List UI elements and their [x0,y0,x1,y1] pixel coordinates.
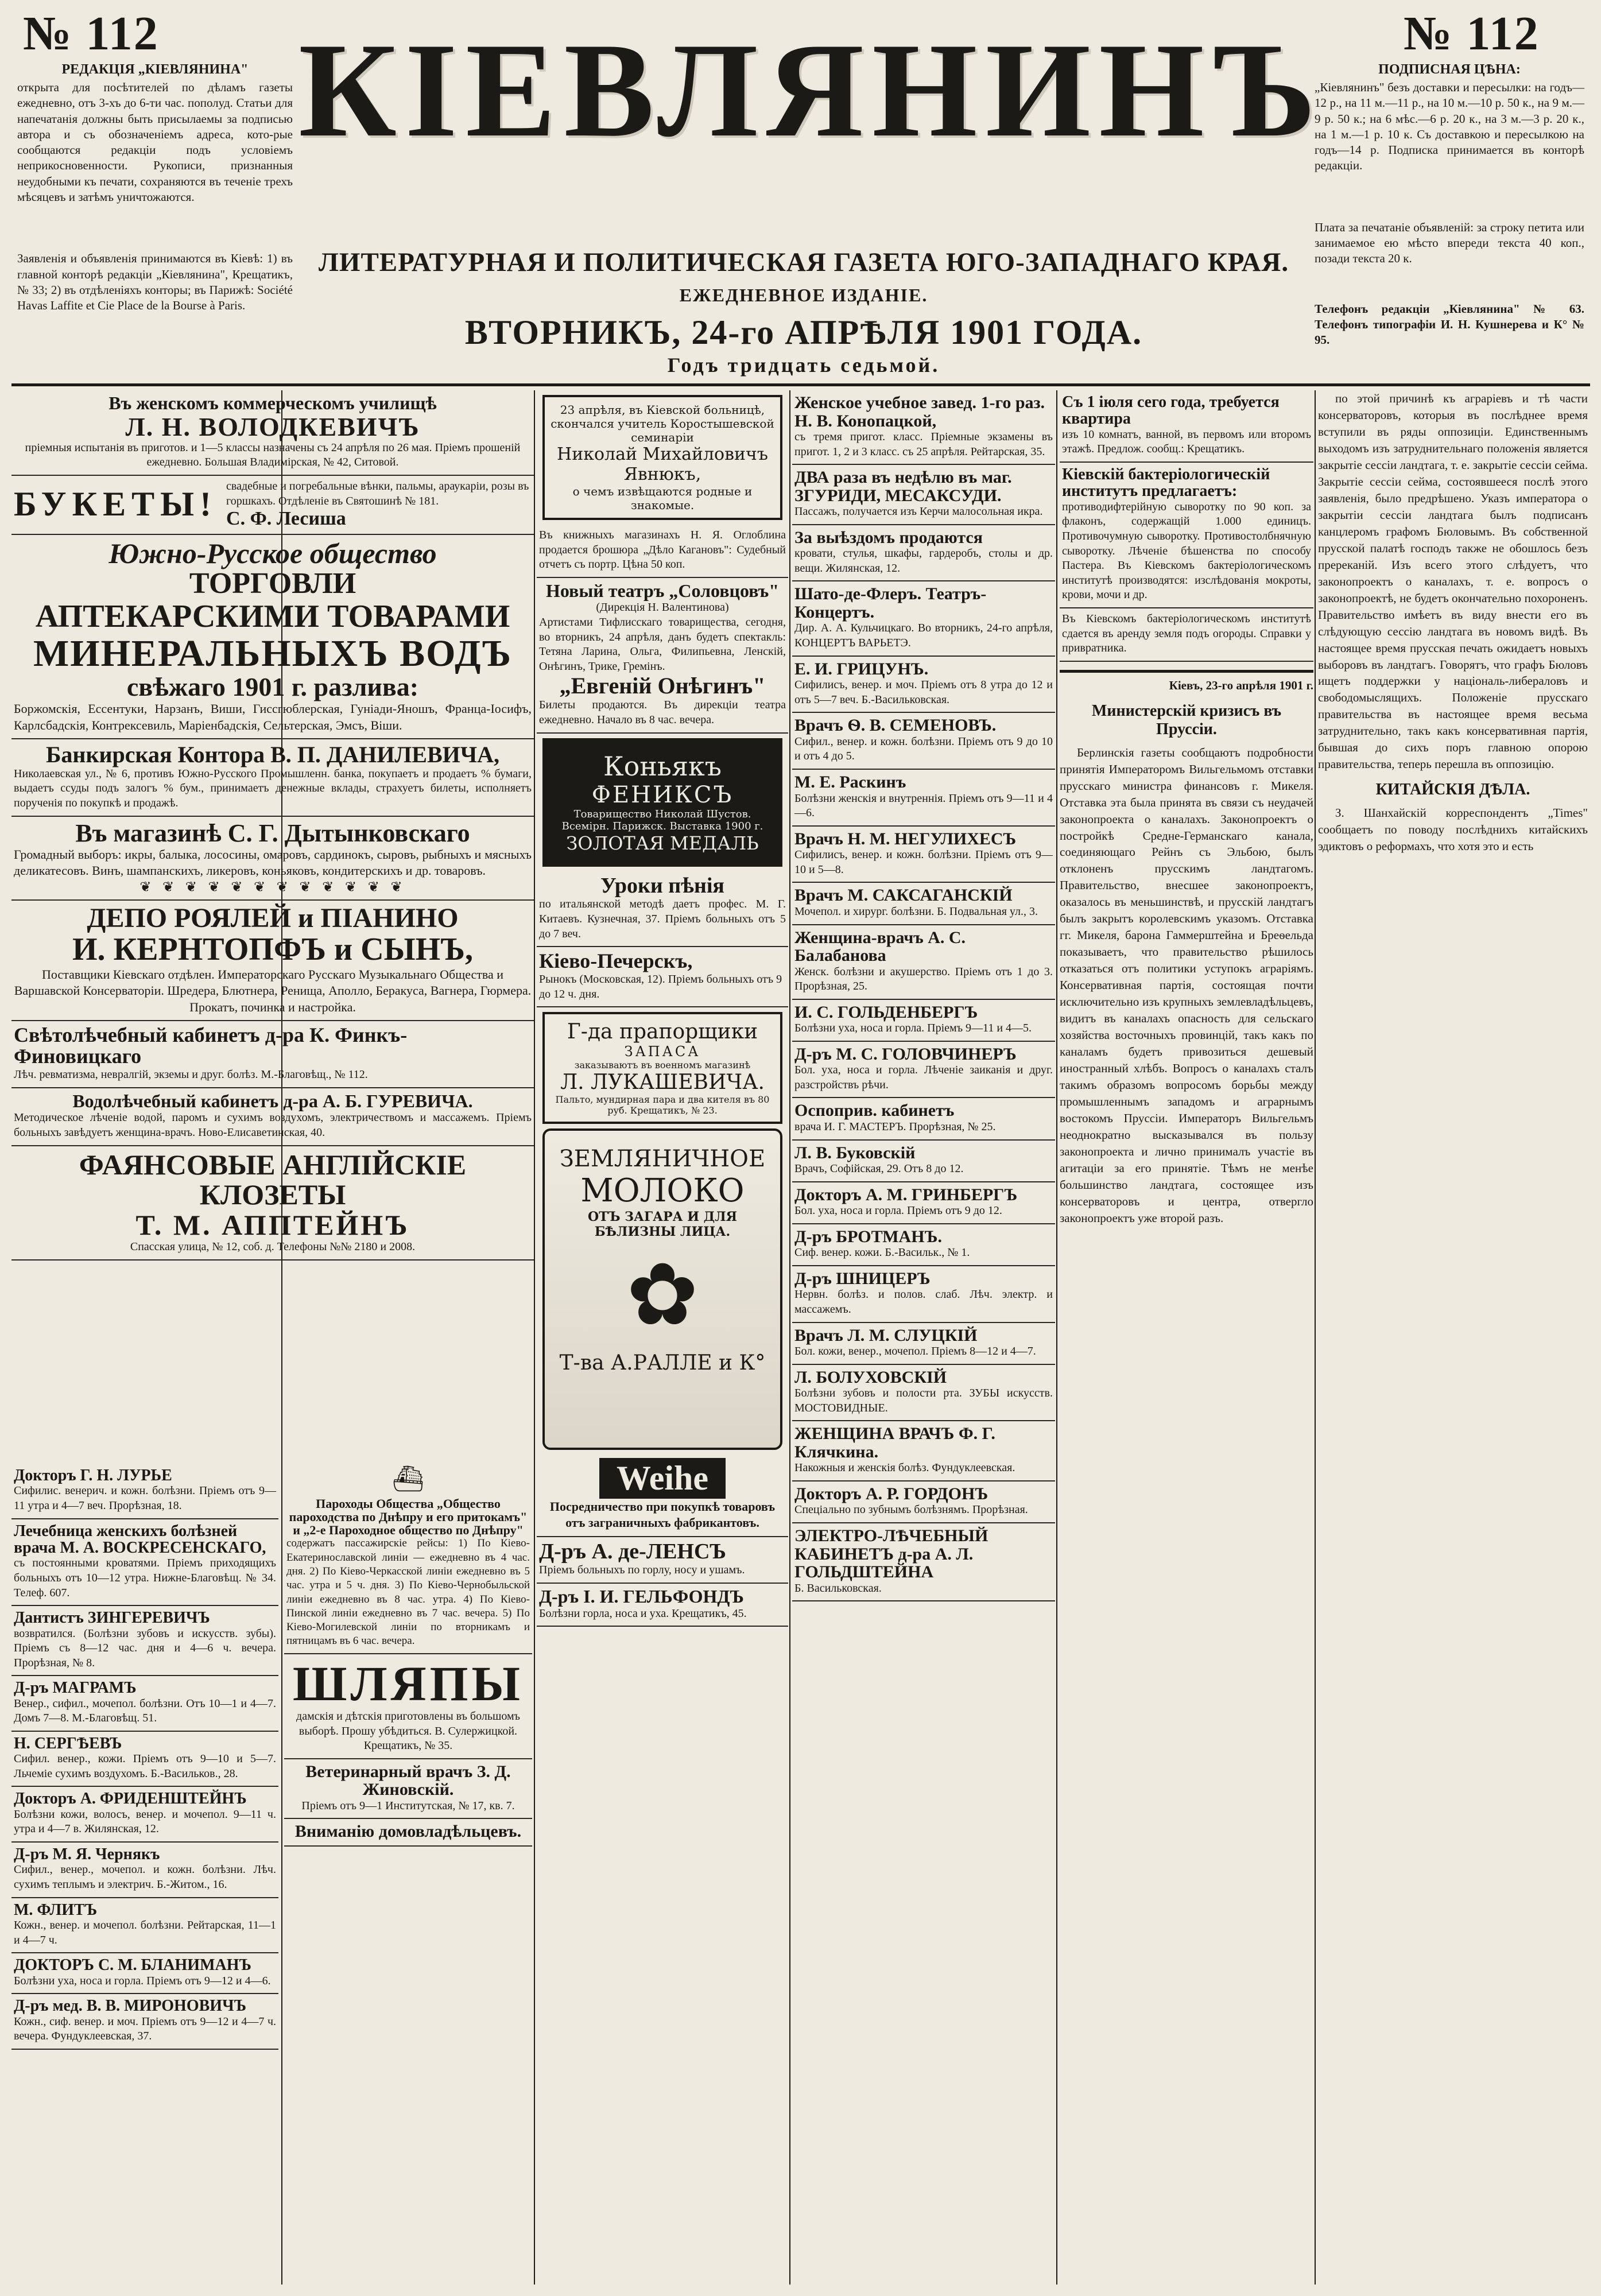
steamer-icon: ⛴ [392,1464,424,1494]
advert-line: Г-да прапорщики [567,1020,758,1044]
advert-line: Коньякъ [603,750,722,782]
advert-line: ФЕНИКСЪ [591,781,734,808]
advert-heading: Новый театръ „Соловцовъ" [545,580,780,601]
advert-text: Въ книжныхъ магазинахъ Н. Я. Оглоблина продается брошюра „Дѣло Кагановъ": Судебный отчетъ съ портр. Цѣна 50 коп. [539,529,786,571]
advert-delens [537,1537,788,1584]
article-continuation: по этой причинѣ къ аграріевъ и тѣ части консерваторовъ, которыя въ послѣднее время вступили въ ряды оппозиціи. Единственнымъ выходомъ изъ затруднительнаго положенія является закрытіе сессіи ландтага, т. е. закрытіе сессіи сейма. Закрытіе сессіи сейма, состоявшееся послѣ этого заявленія, было предрѣшено. Указъ императора о закрытіи сессіи ландтага былъ подписанъ канцлеромъ графомъ Бюловымъ. Въ собственной прусской палатѣ господъ также не обошлось безъ пререканій. Изъ всего этого слѣдуетъ, что законопроектъ о каналахъ, т. е. вопросъ о законопроектѣ, не будетъ окончательно похороненъ. Правительство имѣетъ въ виду внести его въ слѣдующую сессію ландтага въ новомъ видѣ. Въ настоящее время прусская печать ожидаетъ новыхъ выборовъ въ ландтагъ. Говорятъ, что графъ Бюловъ ищетъ поддержки у національ-либераловъ и свободомыслящихъ. Положеніе прусскаго правительства въ настоящее время весьма затруднительно, такъ какъ консервативная партія, бывшая до сихъ поръ главною опорою правительства, теперь перешла въ оппозицію. [1318,391,1588,771]
advert-heading: Ветеринарный врачъ З. Д. Жиновскій. [305,1762,511,1799]
advert-text: возвратился. (Болѣзни зубовъ и искусств. зубы). Пріемъ съ 8—12 час. дня и 4—6 ч. вечера. Прорѣзная, № 8. [14,1627,276,1669]
doctor-advert [11,1732,278,1787]
advert-text: Бол. уха, носа и горла. Пріемъ отъ 9 до 12. [794,1204,1002,1217]
advert-heading: ШЛЯПЫ [293,1655,524,1711]
advert-text: Женск. болѣзни и акушерство. Пріемъ отъ 1 до 3. Прорѣзная, 25. [794,965,1053,993]
issue-date: ВТОРНИКЪ, 24-го АПРѢЛЯ 1901 ГОДА. [464,313,1143,351]
doctor-advert [792,883,1055,925]
advert-text: Лѣч. ревматизма, невралгій, экземы и друг. болѣз. М.-Благовѣщ., № 112. [14,1068,368,1081]
advert-heading: Докторъ А. М. ГРИНБЕРГЪ [794,1185,1018,1204]
advert-heading: Кіево-Печерскъ, [539,949,693,973]
advert-text: Пріемъ отъ 9—1 Институтская, № 17, кв. 7. [301,1799,515,1812]
advert-text: Болѣзни кожи, волосъ, венер. и мочепол. 9—11 ч. утра и 4—7 в. Жилянская, 12. [14,1808,276,1836]
advert-text: Методическое лѣченіе водой, паромъ и сухимъ воздухомъ, электричествомъ и массажемъ. Пріемъ больныхъ завѣдуетъ женщина-врачъ. Ново-Елисаветинская, 40. [14,1111,532,1139]
masthead-title: КІЕВЛЯНИНЪ [299,15,1324,165]
ads-column-center [537,390,788,2290]
advert-text: по итальянской методѣ даетъ профес. М. Г. Китаевъ. Кузнечная, 37. Пріемъ больныхъ отъ 5 до 7 веч. [539,898,786,940]
advert-text: Артистами Тифлисскаго товарищества, сегодня, во вторникъ, 24 апрѣля, данъ будетъ спектакль: Тетяна Ларина, Ольга, Филипьевна, Ленскій, Онѣгинъ, Трике, Гремінъ. [539,615,786,673]
dateline: Кіевъ, 23-го апрѣля 1901 г. [1169,678,1313,692]
advert-heading: Д-ръ МАГРАМЪ [14,1679,137,1697]
advert-apartment [1060,390,1313,463]
advert-line: ОТЪ ЗАГАРА И ДЛЯ БѢЛИЗНЫ ЛИЦА. [587,1209,738,1240]
advert-brochure [537,525,788,578]
advert-text: съ постоянными кроватями. Пріемъ приходящихъ больныхъ отъ 10—12 утра. Нижне-Благовѣщ. № 34. Телеф. 607. [14,1557,276,1599]
advert-name: С. Ф. Лесиша [226,508,346,530]
advert-heading: Уроки пѣнія [600,873,724,898]
advert-text: Б. Васильковская. [794,1581,882,1595]
opera-title: „Евгеній Онѣгинъ" [559,673,766,699]
doctor-advert [11,1953,278,1994]
advert-price-text: Плата за печатаніе объявленій: за строку петита или занимаемое ею мѣсто впереди текста 40 коп., позади текста 20 к. [1315,220,1584,266]
advert-heading: Weihe [599,1458,726,1499]
advert-singing [537,871,788,948]
advert-heading: Докторъ А. Р. ГОРДОНЪ [794,1484,988,1503]
doctor-advert [11,1843,278,1898]
advert-heading: И. С. ГОЛЬДЕНБЕРГЪ [794,1002,978,1022]
advert-steamers [284,1494,532,1654]
advert-heading: ДЕПО РОЯЛЕЙ и ПІАНИНО [87,903,459,934]
advert-heading: ЭЛЕКТРО-ЛѢЧЕБНЫЙ КАБИНЕТЪ д-ра А. Л. ГОЛЬДШТЕЙНА [794,1526,988,1581]
advert-text: Болѣзни женскія и внутреннія. Пріемъ отъ 9—11 и 4—6. [794,792,1053,820]
advert-text: изъ 10 комнатъ, ванной, въ первомъ или второмъ этажѣ. Предлож. сообщ.: Крещатикъ. [1062,428,1311,456]
advert-heading: Свѣтолѣчебный кабинетъ д-ра К. Финкъ-Финовицкаго [14,1023,408,1068]
advert-text: Въ Кіевскомъ бактеріологическомъ институтѣ сдается въ аренду земля подъ огороды. Справки у привратника. [1062,612,1311,655]
column-rule [1056,390,1057,2285]
advert-text: Болѣзни уха, носа и горла. Пріемъ отъ 9—12 и 4—6. [14,1974,271,1987]
doctor-advert [792,1421,1055,1481]
advert-text: Сифил. венер., кожи. Пріемъ отъ 9—10 и 5—7. Льчеміе сухимъ воздухомъ. Б.-Васильков., 28. [14,1752,276,1780]
advert-text: Кожн., сиф. венер. и моч. Пріемъ отъ 9—12 и 4—7 ч. вечера. Фундуклеевская, 37. [14,2015,276,2043]
article-text: Берлинскія газеты сообщаютъ подробности принятія Императоромъ Вильгельмомъ отставки прусскаго министра финансовъ г. Микеля. Отставка эта была принята въ связи съ неудачей законопроекта о каналахъ. Законопроектъ о постройкѣ Средне-Германскаго канала, соединяющаго Рейнъ съ Эльбою, былъ отклоненъ прусскимъ ландтагомъ. Правительство, внесшее законопроектъ, оказалось въ меньшинствѣ, и прусскій ландтагъ былъ закрытъ королевскимъ указомъ. Отставка гг. Микеля, барона Гаммерштейна и Бреѳельда показываетъ, что правительство рѣшилось отказаться отъ политики уступокъ аграріямъ. Консервативная партія, состоящая почти исключительно изъ крупныхъ землевладѣльцевъ, видитъ въ каналахъ опасность для сельскаго хозяйства восточныхъ провинцій, такъ какъ по каналамъ будетъ привозиться дешевый иностранный хлѣбъ. Вопросъ о каналахъ сталъ такимъ образомъ вопросомъ борьбы между промышленнымъ западомъ и аграрнымъ востокомъ Пруссіи. Императоръ Вильгельмъ неоднократно высказывался въ пользу законопроекта и лично принималъ участіе въ агитаціи за его принятіе. Тѣмъ не менѣе большинство ландтага, состоящее изъ консерваторовъ и центра, отвергло законопроектъ уже второй разъ. [1060,745,1313,1225]
advert-text: Боржомскія, Ессентуки, Нарзанъ, Виши, Гиссгюблерская, Гунiади-Яношъ, Франца-Іосифъ, Карлсбадскія, Контрексевиль, Маріенбадскія, Сельтерская, Эмсъ, Віши. [14,701,532,732]
advert-heading: Шато-де-Флеръ. Театръ-Концертъ. [794,584,987,622]
advert-text: Пассажъ, получается изъ Керчи малосольная икра. [794,505,1043,518]
advert-text: Спеціально по зубнымъ болѣзнямъ. Прорѣзная. [794,1503,1028,1517]
doctor-advert [11,1994,278,2050]
advert-text: Нервн. болѣз. и полов. слаб. Лѣч. электр. и массажемъ. [794,1288,1053,1316]
advert-text: Кожн., венер. и мочепол. болѣзни. Рейтарская, 11—1 и 4—7 ч. [14,1919,276,1946]
flower-illustration-icon: ✿ [626,1245,699,1345]
advert-text: Сифилисъ, венер. и кожн. болѣзни. Пріемъ отъ 9—10 и 5—8. [794,848,1053,876]
subscription-heading: ПОДПИСНАЯ ЦѢНА: [1378,62,1521,77]
column-rule [789,390,790,2285]
advert-text: врача И. Г. МАСТЕРЪ. Прорѣзная, № 25. [794,1120,996,1133]
advert-heading: Водолѣчебный кабинетъ д-ра А. Б. ГУРЕВИЧА. [72,1090,473,1111]
advert-text: свадебные и погребальные вѣнки, пальмы, араукаріи, розы въ горшкахъ. Отдѣленіе въ Святошинѣ № 181. [226,480,529,507]
advert-text: Венер., сифил., мочепол. болѣзни. Отъ 10—1 и 4—7. Домъ 7—8. М.-Благовѣщ. 51. [14,1697,276,1725]
obituary-text2: о чемъ извѣщаются родные и знакомые. [572,484,753,512]
advert-subheading: (Дирекція Н. Валентинова) [596,601,729,614]
advert-heading: Д-ръ І. И. ГЕЛЬФОНДЪ [539,1585,744,1607]
advert-text: Сифил., венер., мочепол. и кожн. болѣзни. Лѣч. сухимъ теплымъ и электрич. Б.-Житом., 16. [14,1863,276,1891]
advert-homeowners [284,1819,532,1847]
advert-volodkevich [11,390,534,476]
article-heading: Министерскій кризисъ въ Пруссіи. [1091,701,1282,738]
doctor-advert [792,1266,1055,1323]
ads-column-wide [11,390,534,1464]
doctor-advert [792,1098,1055,1140]
advert-text: Сиф. венер. кожи. Б.-Васильк., № 1. [794,1246,970,1259]
doctor-advert [792,925,1055,1000]
advert-name: Т. М. АППТЕЙНЪ [135,1208,410,1241]
doctor-advert [792,1000,1055,1042]
phones-text: Телефонъ редакціи „Кіевлянина" № 63. Телефонъ типографіи И. Н. Кушнерева и К° № 95. [1315,301,1584,347]
doctor-advert [11,1898,278,1954]
advert-text: дамскія и дѣтскія приготовлены въ большомъ выборѣ. Прошу убѣдиться. В. Сулержицкой. Крещатикъ, № 35. [296,1710,520,1752]
news-column-1 [1060,390,1313,2290]
advert-text: Товарищество Николай Шустов. Всемірн. Парижск. Выставка 1900 г. [561,808,763,832]
advert-heading: Врачъ Ѳ. В. СЕМЕНОВЪ. [794,716,997,735]
masthead-edition: ЕЖЕДНЕВНОЕ ИЗДАНІЕ. [679,285,928,305]
advert-heading: Докторъ А. ФРИДЕНШТЕЙНЪ [14,1790,247,1808]
subscription-text: „Кіевлянинъ" безъ доставки и пересылки: на годъ—12 р., на 11 м.—11 р., на 10 м.—10 р. 50 к., на 9 м.—9 р. 50 к.; на 6 мѣс.—6 р. 20 к., на 3 м.—3 р. 20 к., на 1 м.—1 р. 10 к. Съ доставкою и пересылкою на годъ—14 р. Подписка принимается въ конторѣ редакціи. [1315,80,1584,173]
ensigns-box [542,1012,782,1124]
advert-text: Дир. А. А. Кульчицкаго. Во вторникъ, 24-го апрѣля, КОНЦЕРТЪ ВАРЬЕТЭ. [794,622,1053,650]
advert-vet [284,1759,532,1820]
advert-text: Сифилис. венерич. и кожн. болѣзни. Пріемъ отъ 9—11 утра и 4—7 веч. Прорѣзная, 18. [14,1484,276,1512]
advert-heading: Кіевскій бактеріологическій институтъ предлагаетъ: [1062,465,1270,501]
advert-heading: Женское учебное завед. 1-го раз. Н. В. Конопацкой, [794,393,1045,430]
advert-bank [11,739,534,817]
advert-text: Сифил., венер. и кожн. болѣзни. Пріемъ отъ 9 до 10 и отъ 4 до 5. [794,735,1053,763]
header-rule [11,383,1590,386]
advert-weihe [537,1455,788,1537]
advert-text: Николаевская ул., № 6, противъ Южно-Русского Промышленн. банка, покупаетъ и продаетъ % бумаги, выдаетъ ссуды подъ залогъ % бум., принимаетъ денежные вклады, страхуетъ билеты, исполняетъ порученія по покупкѣ и продажѣ. [14,767,532,809]
advert-kievo-pechersk [537,947,788,1007]
advert-text: заказываютъ въ военномъ магазинѣ [574,1060,751,1071]
advert-heading: Д-ръ БРОТМАНЪ. [794,1227,943,1246]
advert-text: Врачъ, Софійская, 29. Отъ 8 до 12. [794,1162,964,1176]
advert-heading: Л. В. Буковскій [794,1143,916,1162]
doctor-advert [792,1481,1055,1523]
doctor-advert [11,1676,278,1732]
advert-text: Билеты продаются. Въ дирекціи театра ежедневно. Начало въ 8 час. вечера. [539,699,786,726]
advert-text: Поставщики Кіевскаго отдѣлен. Императорскаго Русскаго Музыкальнаго Общества и Варшавской Консерваторіи. Шредера, Блютнера, Ренища, Аполло, Беракуса, Вагнера, Гюрмера. Прокатъ, починка и настройка. [14,967,532,1014]
advert-pianos [11,901,534,1021]
advert-line: ЗАПАСА [624,1044,701,1060]
obituary-name: Николай Михайловичъ Явнюкъ, [557,444,768,484]
advert-heading: Д-ръ А. де-ЛЕНСЪ [539,1539,727,1564]
masthead-subtitle: ЛИТЕРАТУРНАЯ И ПОЛИТИЧЕСКАЯ ГАЗЕТА ЮГО-ЗАПАДНАГО КРАЯ. [318,247,1289,277]
doctor-advert [792,827,1055,883]
advert-name: И. КЕРНТОПФЪ и СЫНЪ, [72,932,474,968]
doctor-advert [11,1519,278,1607]
advert-theatre [537,578,788,734]
obituary-text: 23 апрѣля, въ Кіевской больницѣ, скончался учитель Коростышевской семинаріи [551,403,774,444]
advert-heading: Лечебница женскихъ болѣзней врача М. А. ВОСКРЕСЕНСКАГО, [14,1522,266,1557]
advert-text: Сифилисъ, венер. и моч. Пріемъ отъ 8 утра до 12 и отъ 5—7 веч. Б.-Васильковская. [794,678,1053,706]
advert-heading: Д-ръ М. С. ГОЛОВЧИНЕРЪ [794,1044,1017,1064]
ads-info-text: Заявленія и объявленія принимаются въ Кіевѣ: 1) въ главной конторѣ редакціи „Кіевлянина", Крещатикъ, № 33; 2) въ отдѣленіяхъ конторы; въ Парижѣ: Société Havas Laffite et Cie Place de la Bourse à Paris. [17,251,293,313]
issue-number-left: № 112 [23,7,159,60]
advert-text: противодифтерійную сыворотку по 90 коп. за флаконъ, содержащій 1.000 единицъ. Противочумную сыворотку. Противостолбнячную сыворотку. Лѣченіе бѣшенства по способу Пастера. Въ Кіевскомъ бактеріологическомъ институтѣ производятся: изслѣдованія мокроты, крови, мочи и др. [1062,500,1311,602]
advert-hydrotherapy [11,1088,534,1146]
advert-heading: Е. И. ГРИЦУНЪ. [794,659,929,678]
advert-line: свѣжаго 1901 г. разлива: [126,672,419,702]
news-column-2 [1318,390,1588,2290]
advert-text: Бол. кожи, венер., мочепол. Пріемъ 8—12 и 4—7. [794,1345,1036,1358]
advert-heading: Въ магазинѣ С. Г. Дытынковскаго [75,819,470,847]
china-text: З. Шанхайскій корреспондентъ „Times" сообщаетъ по поводу послѣднихъ китайскихъ эдиктовъ о реформахъ, что хотя это и есть [1318,806,1588,854]
advert-heading: М. Е. Раскинъ [794,773,906,792]
advert-closets [11,1146,534,1261]
advert-heading: Вниманію домовладѣльцевъ. [294,1822,522,1841]
advert-heading: Врачъ Л. М. СЛУЦКІЙ [794,1325,978,1345]
column-rule [534,390,535,2285]
advert-heading: ЖЕНЩИНА ВРАЧЪ Ф. Г. Клячкина. [794,1424,995,1461]
doctor-advert [792,1323,1055,1365]
advert-text: кровати, стулья, шкафы, гардеробъ, столы и др. вещи. Жилянская, 12. [794,547,1053,575]
advert-heading: М. ФЛИТЪ [14,1901,98,1919]
column-rule [1315,390,1316,2285]
advert-hats [284,1654,532,1759]
advert-text: содержатъ пассажирскіе рейсы: 1) По Кіево-Екатеринославской линіи — ежедневно въ 4 час. дня. 2) По Кіево-Черкасской линіи ежедневно въ 5 час. утра и 5 ч. дня. 3) По Кіево-Чернобыльской линіи ежедневно въ 8 час. утра. 4) По Кіево-Пинской линіи ежедневно въ 7 час. вечера. 5) По Кіево-Могилевской линіи по вторникамъ и пятницамъ въ 6 час. вечера. [286,1537,530,1647]
advert-heading: Н. СЕРГѢЕВЪ [14,1734,122,1752]
advert-heading: ДОКТОРЪ С. М. БЛАНИМАНЪ [14,1956,251,1975]
doctor-advert [792,525,1055,582]
doctor-advert [11,1606,278,1676]
doctor-advert [11,1787,278,1843]
advert-line: Южно-Русское общество [108,537,437,569]
advert-heading: Женщина-врачъ А. С. Балабанова [794,928,966,965]
advert-bacteriology [1060,463,1313,608]
advert-line: ЗОЛОТАЯ МЕДАЛЬ [566,832,759,854]
strawberry-milk-advert [542,1128,782,1450]
doctor-advert [11,1464,278,1519]
advert-text: Посредничество при покупкѣ товаровъ отъ заграничныхъ фабрикантовъ. [549,1499,776,1530]
advert-bouquets [11,476,534,535]
doctor-advert [792,581,1055,656]
subscription-info [1315,62,1584,348]
advert-heading: ДВА раза въ недѣлю въ маг. ЗГУРИДИ, МЕСАКСУДИ. [794,468,1012,505]
advert-name: Л. ЛУКАШЕВИЧА. [560,1071,765,1095]
advert-text: Болѣзни уха, носа и горла. Пріемъ 9—11 и 4—5. [794,1022,1032,1035]
advert-text: Громадный выборъ: икры, балыка, лососины, омаровъ, сардинокъ, сыровъ, рыбныхъ и мясныхъ деликатесовъ. Винъ, шампанскихъ, ликеровъ, коньяковъ, кондитерскихъ и др. товаровъ. [14,847,532,878]
advert-pharmacy-society [11,535,534,739]
cognac-phoenix-box [542,738,782,867]
issue-year: Годъ тридцать седьмой. [667,354,940,377]
issue-number-right: № 112 [1404,7,1540,60]
advert-heading: Оспоприв. кабинетъ [794,1101,955,1120]
advert-heading: Пароходы Общества „Общество пароходства по Днѣпру и его притокамъ" и „2-е Пароходное общество по Днѣпру" [289,1496,528,1538]
obituary-box [542,395,782,520]
advert-line: ТОРГОВЛИ [189,567,356,600]
advert-text: Пріемъ больныхъ по горлу, носу и ушамъ. [539,1564,745,1577]
advert-text: Болѣзни зубовъ и полости рта. ЗУБЫ искусств. МОСТОВИДНЫЕ. [794,1387,1053,1414]
doctor-advert [792,713,1055,770]
advert-heading: Врачъ Н. М. НЕГУЛИХЕСЪ [794,829,1017,848]
doctor-advert [792,465,1055,525]
advert-line: МОЛОКО [580,1172,745,1210]
china-heading: КИТАЙСКІЯ ДѢЛА. [1375,781,1530,799]
doctor-advert [792,1365,1055,1422]
advert-heading: Л. БОЛУХОВСКІЙ [794,1367,947,1387]
ornament-divider: ❦ ❦ ❦ ❦ ❦ ❦ ❦ ❦ ❦ ❦ ❦ ❦ [139,879,406,895]
advert-text: Спасская улица, № 12, соб. д. Телефоны №№ 2180 и 2008. [130,1240,416,1254]
advert-land [1060,608,1313,662]
advert-light-therapy [11,1021,534,1088]
advert-line: АПТЕКАРСКИМИ ТОВАРАМИ [35,599,510,635]
doctor-advert [792,1224,1055,1266]
advert-gelfond [537,1584,788,1627]
doctor-advert [792,1042,1055,1099]
doctor-advert [792,390,1055,465]
advert-heading: БУКЕТЫ! [14,485,218,523]
advert-text: Болѣзни горла, носа и уха. Крещатикъ, 45. [539,1607,747,1620]
advert-text: Накожныя и женскія болѣз. Фундуклеевская. [794,1461,1015,1475]
advert-name: Л. Н. ВОЛОДКЕВИЧЪ [125,412,420,441]
advert-heading: Д-ръ М. Я. Чернякъ [14,1845,160,1864]
advert-text2: Пальто, мундирная пара и два кителя въ 80 руб. Крещатикъ, № 23. [555,1094,770,1116]
editorial-heading: РЕДАКЦІЯ „КІЕВЛЯНИНА" [61,62,249,77]
advert-text: Рынокъ (Московская, 12). Пріемъ больныхъ отъ 9 до 12 ч. дня. [539,973,782,1000]
advert-heading: Д-ръ ШНИЦЕРЪ [794,1269,931,1288]
advert-heading: Докторъ Г. Н. ЛУРЬЕ [14,1467,172,1484]
advert-text: пріемныя испытанія въ приготов. и 1—5 классы назначены съ 24 апрѣля по 26 мая. Пріемъ прошеній ежедневно. Большая Владимірская, № 42, Ситовой. [25,441,521,469]
editorial-text: открыта для посѣтителей по дѣламъ газеты ежедневно, отъ 3-хъ до 6-ти час. пополуд. Статьи для напечатанія должны быть присылаемы за подписью автора и съ обозначеніемъ адреса, кото-рые сообщаются редакціи подъ условіемъ неприкосновенности. Рукописи, признанныя неудобными къ печати, сохраняются въ теченіе трехъ мѣсяцевъ и затѣмъ уничтожаются. [17,80,293,204]
advert-heading: Врачъ М. САКСАГАНСКІЙ [794,886,1013,905]
advert-heading: Въ женскомъ коммерческомъ училищѣ [108,393,437,413]
doctor-advert [792,1182,1055,1224]
doctor-advert [792,1141,1055,1182]
advert-heading: Дантистъ ЗИНГЕРЕВИЧЪ [14,1609,210,1627]
doctors-column-left [11,1464,278,2290]
doctor-advert [792,1523,1055,1601]
news-section [1060,670,1313,1227]
advert-heading: Д-ръ мед. В. В. МИРОНОВИЧЪ [14,1997,247,2015]
advert-dytynkovsky [11,817,534,901]
advert-heading: Банкирская Контора В. П. ДАНИЛЕВИЧА, [45,741,500,767]
advert-heading: ФАЯНСОВЫЕ АНГЛІЙСКІЕ КЛОЗЕТЫ [79,1148,467,1211]
advert-heading: За выѣздомъ продаются [794,528,983,547]
advert-text: Бол. уха, носа и горла. Лѣченіе заиканія и друг. разстройствъ рѣчи. [794,1064,1053,1091]
doctors-column-center [792,390,1055,2290]
advert-line: ЗЕМЛЯНИЧНОЕ [559,1146,766,1173]
advert-line: Т-ва А.РАЛЛЕ и К° [559,1351,766,1375]
advert-text: съ тремя пригот. класс. Пріемные экзамены въ пригот. 1, 2 и 3 класс. съ 25 апрѣля. Рейтарская, 35. [794,430,1053,458]
advert-line: МИНЕРАЛЬНЫХЪ ВОДЪ [33,632,513,674]
advert-text: Мочепол. и хирург. болѣзни. Б. Подвальная ул., 3. [794,905,1038,918]
advert-heading: Съ 1 іюля сего года, требуется квартира [1062,393,1280,428]
editorial-info [17,62,293,314]
doctor-advert [792,657,1055,713]
steamer-column [284,1464,532,2290]
doctor-advert [792,770,1055,827]
